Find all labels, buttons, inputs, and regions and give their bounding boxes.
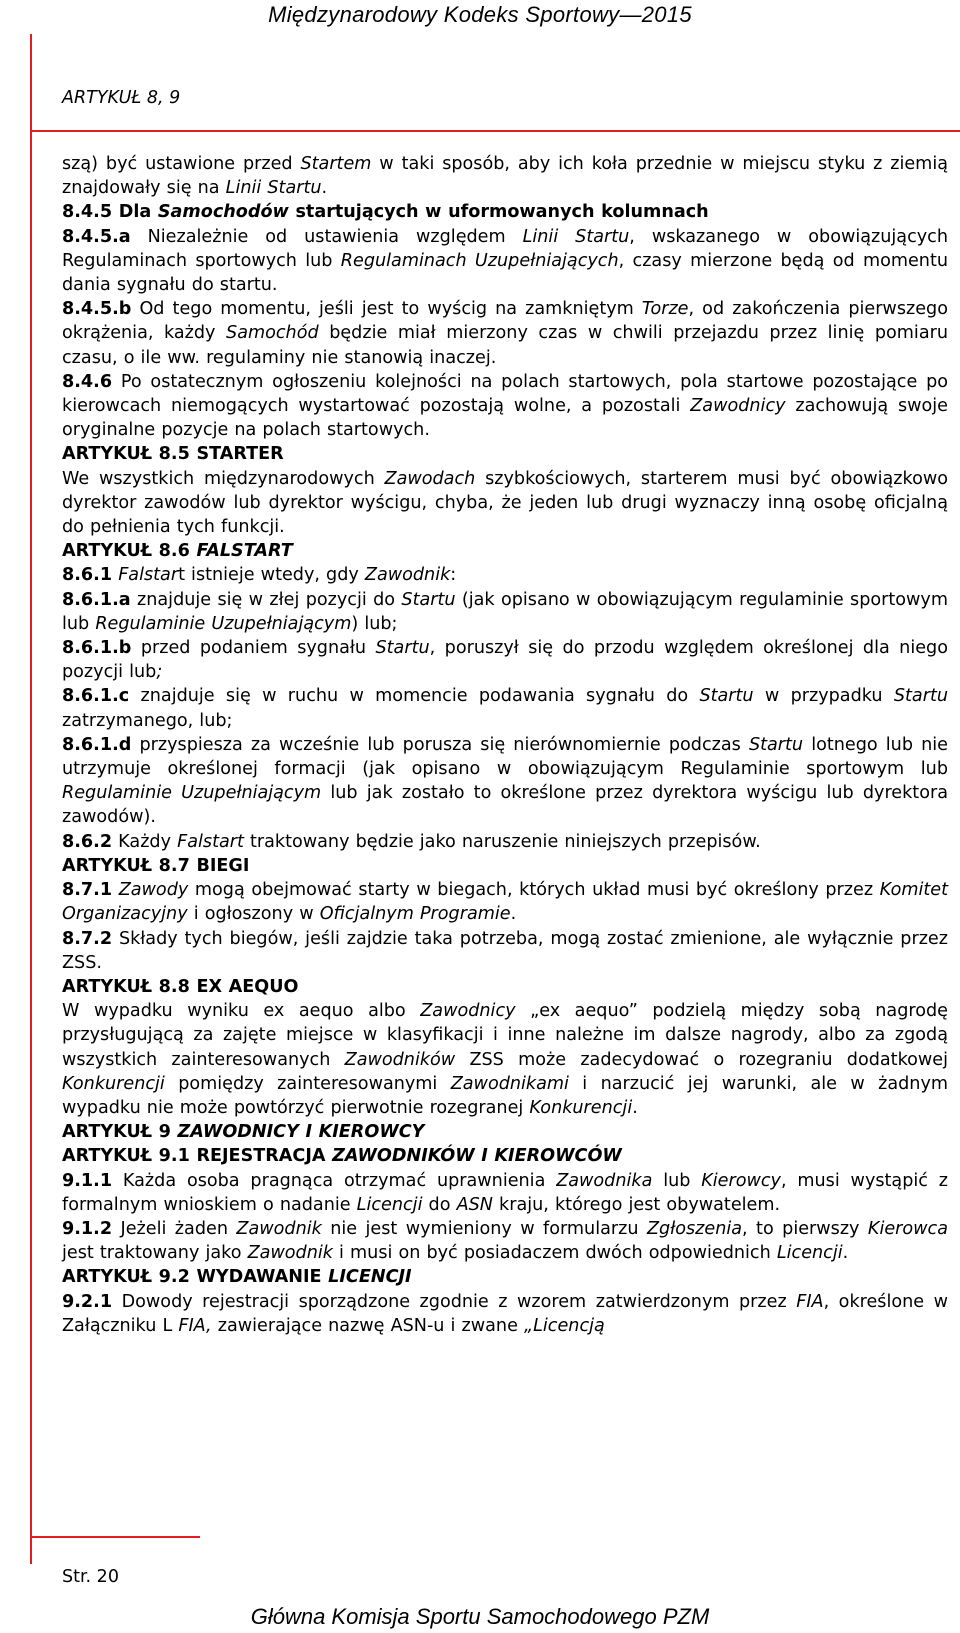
text-run: .: [632, 1097, 638, 1118]
text-run: 8.4.5.a: [62, 226, 131, 247]
text-run: Zawodników: [344, 1049, 456, 1070]
paragraph: [62, 588, 948, 636]
text-run: Licencji: [356, 1194, 423, 1215]
paragraph: [62, 927, 948, 975]
paragraph: [62, 1120, 948, 1144]
text-run: Zgłoszenia: [646, 1218, 743, 1239]
text-run: ARTYKUŁ 8.7 BIEGI: [62, 855, 250, 876]
text-run: jest traktowany jako: [62, 1243, 248, 1264]
paragraph: [62, 297, 948, 370]
text-run: ZAWODNICY I KIEROWCY: [177, 1122, 425, 1143]
paragraph: [62, 1217, 948, 1265]
text-run: ARTYKUŁ 9: [62, 1122, 178, 1143]
text-run: Startu: [748, 734, 804, 755]
paragraph: [62, 563, 948, 587]
text-run: ASN: [456, 1194, 493, 1215]
text-run: zawierające nazwę ASN-u i zwane: [211, 1315, 524, 1336]
text-run: szą) być ustawione przed: [62, 154, 301, 174]
text-run: Każda osoba pragnąca otrzymać uprawnienia: [112, 1170, 557, 1191]
text-run: traktowany będzie jako naruszenie niniejszych przepisów.: [243, 831, 761, 852]
text-run: Zawodnika: [556, 1170, 653, 1191]
text-run: Samochodów: [157, 202, 289, 223]
text-run: .: [842, 1243, 849, 1264]
text-run: lotnego lub nie utrzymuje określonej formacji (jak opisano w obowiązującym Regulaminie sportowym lub: [62, 734, 948, 780]
text-run: startujących w uformowanych kolumnach: [288, 202, 709, 223]
text-run: pomiędzy zainteresowanymi: [164, 1073, 451, 1094]
text-run: FALSTART: [196, 541, 293, 562]
paragraph: [62, 999, 948, 1120]
page-number: Str. 20: [62, 1567, 119, 1587]
text-run: Zawodnicy: [690, 396, 786, 417]
text-run: [112, 880, 119, 900]
text-run: 9.1.1: [62, 1170, 113, 1191]
text-run: Każdy: [112, 831, 178, 852]
paragraph: [62, 975, 948, 999]
text-run: 8.4.5 Dla: [62, 202, 158, 223]
text-run: „Licencją: [524, 1315, 605, 1336]
text-run: Niezależnie od ustawienia względem: [130, 226, 523, 247]
text-run: kraju, którego jest obywatelem.: [492, 1194, 781, 1215]
text-run: nie jest wymieniony w formularzu: [321, 1218, 647, 1239]
text-run: Linii Startu: [225, 178, 322, 199]
text-run: znajduje się w złej pozycji do: [130, 589, 402, 610]
text-run: Kierowcy: [701, 1170, 781, 1191]
text-run: , czasy mierzone będą od momentu dania sygnału do startu.: [62, 250, 949, 296]
text-run: przyspiesza za wcześnie lub porusza się nierównomiernie podczas: [131, 734, 749, 755]
text-run: 8.6.2: [62, 831, 113, 852]
text-run: , to pierwszy: [742, 1218, 868, 1239]
text-run: „ex aequo” podzielą między sobą nagrodę przysługującą za zajęte miejsce w klasyfikacji i inne należne im dalsze nagrody, albo za zgodą wszystkich zainteresowanych: [62, 1001, 948, 1070]
document-footer: Główna Komisja Sportu Samochodowego PZM: [250, 1604, 710, 1629]
text-run: Konkurencji: [529, 1097, 633, 1118]
text-run: w taki sposób, aby ich koła przednie w miejscu styku z ziemią znajdowały się na: [62, 154, 948, 199]
left-margin-rule: [30, 34, 32, 1564]
text-run: FIA: [796, 1291, 824, 1312]
text-run: , określone w Załączniku L: [62, 1291, 948, 1336]
text-run: 8.7.1: [62, 880, 113, 901]
text-run: lub jak zostało to określone przez dyrektora wyścigu lub dyrektora zawodów).: [62, 783, 948, 828]
text-run: Jeżeli żaden: [112, 1218, 237, 1239]
paragraph: [62, 370, 948, 443]
text-run: :: [450, 565, 457, 586]
text-run: Falstar: [118, 565, 179, 586]
document-running-title: Międzynarodowy Kodeks Sportowy—2015: [268, 2, 692, 27]
text-run: Zawodach: [384, 468, 476, 489]
text-run: 8.6.1.b: [62, 638, 132, 659]
text-run: 8.6.1.a: [62, 589, 131, 610]
text-run: Regulaminach Uzupełniających: [340, 250, 619, 271]
text-run: Składy tych biegów, jeśli zajdzie taka potrzeba, mogą zostać zmienione, ale wyłącznie przez ZSS.: [62, 928, 948, 973]
text-run: Licencji: [776, 1243, 843, 1264]
text-run: Linii Startu: [522, 226, 630, 247]
text-run: lub: [652, 1170, 702, 1191]
text-run: Samochód: [226, 323, 319, 344]
text-run: 9.1.2: [62, 1218, 113, 1239]
text-run: LICENCJI: [328, 1267, 412, 1288]
text-run: przed podaniem sygnału: [131, 638, 376, 659]
text-run: ;: [156, 662, 163, 683]
paragraph: [62, 1144, 948, 1168]
paragraph: [62, 854, 948, 878]
text-run: ) lub;: [351, 613, 398, 634]
text-run: Torze: [641, 299, 689, 320]
paragraph: [62, 152, 948, 200]
text-run: Startu: [401, 589, 456, 610]
paragraph: [62, 467, 948, 540]
text-run: ARTYKUŁ 8.6: [62, 541, 197, 562]
paragraph: [62, 1265, 948, 1289]
paragraph: [62, 733, 948, 830]
text-run: i ogłoszony w: [187, 904, 320, 925]
text-run: W wypadku wyniku ex aequo albo: [62, 1001, 421, 1022]
text-run: 8.7.2: [62, 928, 113, 949]
text-run: Kierowca: [867, 1218, 949, 1239]
document-body: [62, 152, 948, 1338]
text-run: FIA,: [178, 1315, 212, 1336]
text-run: Zawodnik: [364, 565, 451, 586]
paragraph: [62, 1290, 948, 1338]
text-run: .: [510, 904, 517, 925]
text-run: , musi wystąpić z formalnym wnioskiem o nadanie: [62, 1170, 949, 1215]
text-run: mogą obejmować starty w biegach, których układ musi być określony przez: [188, 880, 880, 901]
text-run: ZAWODNIKÓW I KIEROWCÓW: [332, 1146, 622, 1167]
paragraph: [62, 830, 948, 854]
text-run: Startu: [893, 686, 948, 707]
text-run: zachowują swoje oryginalne pozycje na polach startowych.: [62, 396, 948, 441]
text-run: , od zakończenia pierwszego okrążenia, każdy: [62, 299, 948, 344]
paragraph: [62, 1169, 948, 1217]
text-run: .: [321, 178, 328, 199]
text-run: , wskazanego w obowiązujących Regulaminach sportowych lub: [62, 226, 948, 271]
text-run: 8.6.1.d: [62, 734, 132, 755]
text-run: Dowody rejestracji sporządzone zgodnie z wzorem zatwierdzonym przez: [112, 1291, 797, 1312]
text-run: Zawodnicy: [420, 1001, 516, 1022]
text-run: Regulaminie Uzupełniającym: [95, 613, 352, 634]
text-run: Regulaminie Uzupełniającym: [62, 783, 322, 804]
text-run: szybkościowych, starterem musi być obowiązkowo dyrektor zawodów lub dyrektor wyścigu, chyba, że jeden lub drugi wyznaczy inną osobę oficjalną do pełnienia tych funkcji.: [62, 468, 948, 538]
text-run: 8.4.6: [62, 371, 113, 392]
text-run: (jak opisano w obowiązującym regulaminie sportowym lub: [62, 589, 948, 634]
text-run: i musi on być posiadaczem dwóch odpowiednich: [332, 1243, 777, 1264]
text-run: ARTYKUŁ 9.2 WYDAWANIE: [62, 1267, 329, 1288]
text-run: Zawodnikami: [450, 1073, 569, 1094]
paragraph: [62, 225, 948, 298]
text-run: 8.6.1.c: [62, 686, 130, 707]
text-run: Po ostatecznym ogłoszeniu kolejności na polach startowych, pola startowe pozostające po kierowcach niemogących wystartować pozostają wolne, a pozostali: [62, 371, 948, 417]
text-run: 9.2.1: [62, 1291, 113, 1312]
text-run: ZSS może zadecydować o rozegraniu dodatkowej: [455, 1049, 948, 1070]
text-run: We wszystkich międzynarodowych: [62, 468, 385, 489]
text-run: Konkurencji: [62, 1073, 165, 1094]
text-run: Falstart: [177, 831, 244, 852]
text-run: Zawody: [118, 880, 189, 901]
paragraph: [62, 878, 948, 926]
text-run: i narzucić jej warunki, ale w żadnym wypadku nie może powtórzyć pierwotnie rozegranej: [62, 1073, 948, 1118]
text-run: znajduje się w ruchu w momencie podawania sygnału do: [129, 686, 700, 707]
paragraph: [62, 200, 948, 224]
text-run: 8.6.1: [62, 565, 113, 586]
text-run: Startu: [699, 686, 754, 707]
text-run: w przypadku: [753, 686, 894, 707]
text-run: ARTYKUŁ 8.8 EX AEQUO: [62, 976, 299, 997]
text-run: Zawodnik: [236, 1218, 322, 1239]
text-run: zatrzymanego, lub;: [62, 710, 233, 731]
text-run: Startem: [300, 154, 372, 174]
text-run: Startu: [375, 638, 430, 659]
header-rule: [30, 130, 960, 132]
text-run: ARTYKUŁ 8.5 STARTER: [62, 444, 284, 465]
text-run: Zawodnik: [247, 1243, 333, 1264]
footer-rule: [30, 1536, 200, 1538]
paragraph: [62, 636, 948, 684]
paragraph: [62, 442, 948, 466]
text-run: Oficjalnym Programie: [319, 904, 511, 925]
text-run: ARTYKUŁ 9.1 REJESTRACJA: [62, 1146, 333, 1167]
text-run: 8.4.5.b: [62, 299, 132, 320]
text-run: t istnieje wtedy, gdy: [178, 565, 365, 586]
article-header: ARTYKUŁ 8, 9: [62, 88, 181, 108]
text-run: do: [422, 1194, 457, 1215]
paragraph: [62, 539, 948, 563]
text-run: Komitet Organizacyjny: [62, 880, 948, 925]
paragraph: [62, 684, 948, 732]
text-run: Od tego momentu, jeśli jest to wyścig na zamkniętym: [131, 299, 642, 320]
text-run: będzie miał mierzony czas w chwili przejazdu przez linię pomiaru czasu, o ile ww. regulaminy nie stanowią inaczej.: [62, 323, 948, 368]
text-run: , poruszył się do przodu względem określonej dla niego pozycji lub: [62, 638, 948, 683]
